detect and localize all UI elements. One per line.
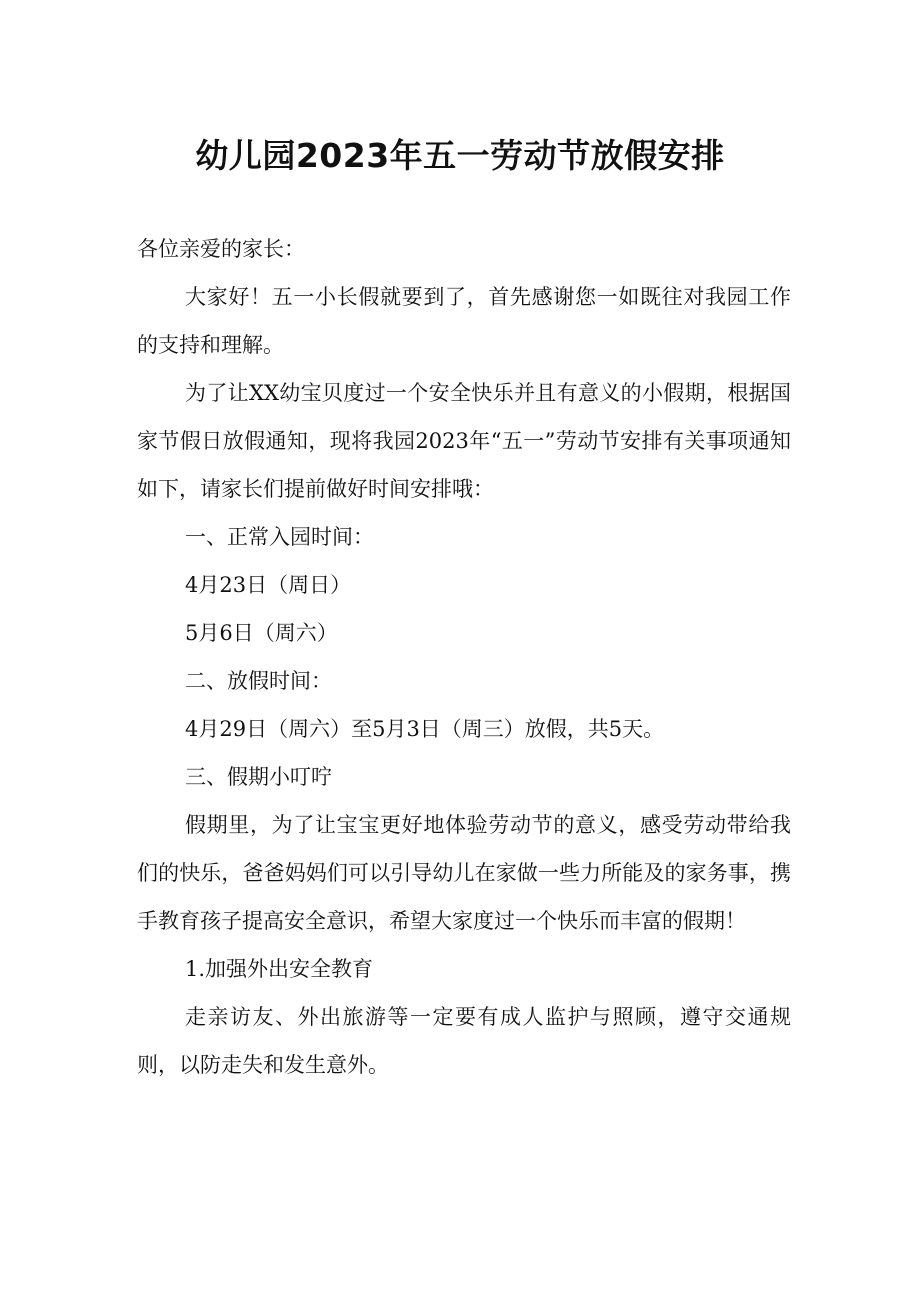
paragraph-notice: 为了让XX幼宝贝度过一个安全快乐并且有意义的小假期，根据国家节假日放假通知，现将我园2023年“五一”劳动节安排有关事项通知如下，请家长们提前做好时间安排哦： bbox=[137, 381, 791, 501]
salutation: 各位亲爱的家长： bbox=[137, 237, 305, 261]
heading-safety-education: 1.加强外出安全教育 bbox=[185, 957, 374, 981]
document-body bbox=[137, 225, 791, 1089]
paragraph-safety: 走亲访友、外出旅游等一定要有成人监护与照顾，遵守交通规则，以防走失和发生意外。 bbox=[137, 1005, 791, 1077]
attendance-date-2: 5月6日（周六） bbox=[185, 621, 338, 645]
holiday-period: 4月29日（周六）至5月3日（周三）放假，共5天。 bbox=[185, 717, 665, 741]
heading-holiday-time: 二、放假时间： bbox=[185, 669, 332, 693]
paragraph-greeting: 大家好！五一小长假就要到了，首先感谢您一如既往对我园工作的支持和理解。 bbox=[137, 285, 791, 357]
heading-normal-attendance: 一、正常入园时间： bbox=[185, 525, 374, 549]
document-title: 幼儿园2023年五一劳动节放假安排 bbox=[195, 136, 725, 175]
attendance-date-1: 4月23日（周日） bbox=[185, 573, 352, 597]
heading-holiday-tips: 三、假期小叮咛 bbox=[185, 765, 332, 789]
paragraph-holiday-tips: 假期里，为了让宝宝更好地体验劳动节的意义，感受劳动带给我们的快乐，爸爸妈妈们可以引导幼儿在家做一些力所能及的家务事，携手教育孩子提高安全意识，希望大家度过一个快乐而丰富的假期！ bbox=[137, 813, 791, 933]
